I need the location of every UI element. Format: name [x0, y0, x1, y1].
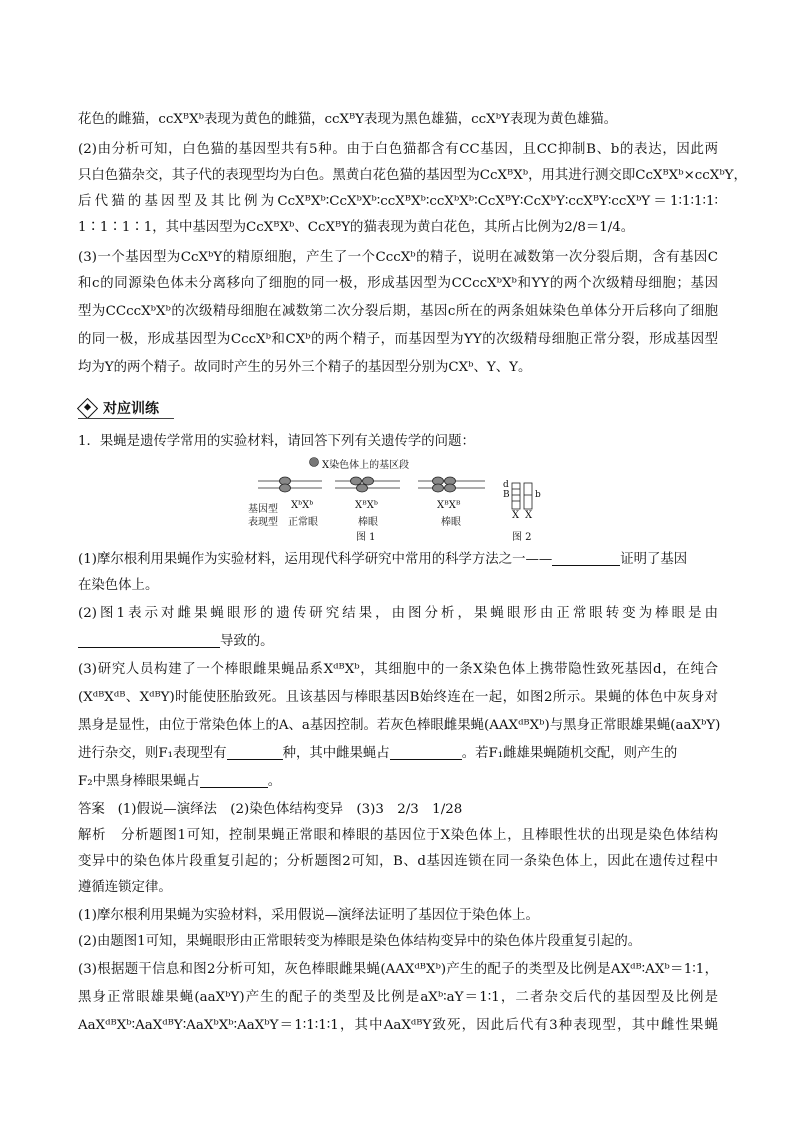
- analysis-line-3: 只白色猫杂交，其子代的表现型均为白色。黑黄白花色猫的基因型为CcXᴮXᵇ，用其进行测交即CcXᴮXᵇ×ccXᵇY，: [78, 168, 747, 183]
- q3-blank-2[interactable]: [390, 745, 462, 760]
- analysis-line-9: 的同一极，形成基因型为CccXᵇ和CXᵇ的两个精子，而基因型为YY的次级精母细胞正常分裂，形成基因型: [78, 332, 718, 347]
- fig2-label-x2: X: [525, 510, 533, 521]
- q1-text-a: (1)摩尔根利用果蝇作为实验材料，运用现代科学研究中常用的科学方法之一——: [78, 552, 553, 567]
- analysis-line-8: 型为CCccXᵇXᵇ的次级精母细胞在减数第二次分裂后期，基因c所在的两条姐妹染色单体分开后移向了细胞: [78, 304, 718, 319]
- explanation-line-1: [78, 826, 718, 846]
- q1-blank[interactable]: [552, 551, 620, 566]
- explanation-line-2: 变异中的染色体片段重复引起的；分析题图2可知，B、d基因连锁在同一条染色体上，因此在遗传过程中: [78, 854, 718, 869]
- q3-line-5: [78, 772, 281, 792]
- analysis-line-7: 和c的同源染色体未分离移向了细胞的同一极，形成基因型为CCccXᵇXᵇ和YY的两个次级精母细胞；基因: [78, 276, 718, 291]
- label-phenotype: 表现型: [248, 517, 278, 528]
- label-genotype: 基因型: [248, 504, 278, 515]
- q2-text-b: 导致的。: [220, 634, 274, 649]
- question-stem: 1．果蝇是遗传学常用的实验材料，请回答下列有关遗传学的问题：: [78, 434, 475, 449]
- chromosome-pair-2: [335, 477, 400, 492]
- q3-text-f: 。若F₁雌雄果蝇随机交配，则产生的: [461, 746, 678, 761]
- figure-legend: X染色体上的基区段: [322, 460, 410, 471]
- col2-phenotype: 棒眼: [358, 517, 378, 528]
- q2-blank[interactable]: [78, 633, 220, 648]
- col1-genotype: XᵇXᵇ: [291, 500, 314, 511]
- q3-text-g: F₂中黑身棒眼果蝇占: [78, 774, 200, 789]
- q3-blank-3[interactable]: [200, 773, 268, 788]
- q3-text-e: 种，其中雌果蝇占: [282, 746, 390, 761]
- fig1-caption: 图 1: [356, 532, 376, 543]
- explanation-line-6: (3)根据题干信息和图2分析可知，灰色棒眼雌果蝇(AAXᵈᴮXᵇ)产生的配子的类型及比例是AXᵈᴮ∶AXᵇ＝1∶1，: [78, 962, 718, 977]
- analysis-line-5: 1∶1∶1∶1，其中基因型为CcXᴮXᵇ、CcXᴮY的猫表现为黄白花色，其所占比例为2/8＝1/4。: [78, 220, 635, 235]
- q3-blank-1[interactable]: [227, 745, 283, 760]
- explanation-line-7: 黑身正常眼雄果蝇(aaXᵇY)产生的配子的类型及比例是aXᵇ∶aY＝1∶1，二者杂交后代的基因型及比例是: [78, 990, 718, 1005]
- explanation-line-5: (2)由题图1可知，果蝇眼形由正常眼转变为棒眼是染色体结构变异中的染色体片段重复引起的。: [78, 934, 642, 949]
- chromosome-pair-1: [258, 477, 322, 492]
- q1-line: [78, 550, 687, 570]
- q2-line: (2)图1表示对雌果蝇眼形的遗传研究结果，由图分析，果蝇眼形由正常眼转变为棒眼是由: [78, 606, 718, 621]
- col2-genotype: XᴮXᵇ: [355, 500, 378, 511]
- explanation-line-3: 遵循连锁定律。: [78, 880, 172, 895]
- fig2-label-d: d: [503, 480, 509, 490]
- heading-underline: [78, 418, 174, 419]
- section-heading: [78, 398, 159, 418]
- q1-line-2: 在染色体上。: [78, 578, 159, 593]
- q3-line-3: 黑身是显性，由位于常染色体上的A、a基因控制。若灰色棒眼雌果蝇(AAXᵈᴮXᵇ)与黑身正常眼雄果蝇(aaXᵇY): [78, 718, 721, 733]
- analysis-line-4: 后代猫的基因型及其比例为CcXᴮXᵇ∶CcXᵇXᵇ∶ccXᴮXᵇ∶ccXᵇXᵇ∶CcXᴮY∶CcXᵇY∶ccXᴮY∶ccXᵇY＝1∶1∶1∶1∶: [78, 194, 718, 209]
- answer-line: [78, 800, 462, 820]
- section-title: 对应训练: [103, 401, 159, 417]
- chromosome-pair-3: [418, 477, 485, 492]
- explanation-line-4: (1)摩尔根利用果蝇为实验材料，采用假说—演绎法证明了基因位于染色体上。: [78, 908, 539, 923]
- diamond-icon: [77, 397, 98, 418]
- analysis-line-6: (3)一个基因型为CcXᵇY的精原细胞，产生了一个CccXᵇ的精子，说明在减数第一次分裂后期，含有基因C: [78, 250, 718, 265]
- analysis-line-10: 均为Y的两个精子。故同时产生的另外三个精子的基因型分别为CXᵇ、Y、Y。: [78, 360, 532, 375]
- fig2-caption: 图 2: [512, 532, 532, 543]
- explanation-line-8: AaXᵈᴮXᵇ∶AaXᵈᴮY∶AaXᵇXᵇ∶AaXᵇY＝1∶1∶1∶1，其中AaXᵈᴮY致死，因此后代有3种表现型，其中雌性果蝇: [78, 1018, 718, 1033]
- explanation-label: 解析: [78, 828, 107, 843]
- q2-line-2: [78, 632, 274, 652]
- fig2-label-x1: X: [512, 510, 520, 521]
- q3-line-2: (XᵈᴮXᵈᴮ、XᵈᴮY)时能使胚胎致死。且该基因与棒眼基因B始终连在一起，如图2所示。果蝇的体色中灰身对: [78, 690, 718, 705]
- analysis-line-1: 花色的雌猫，ccXᴮXᵇ表现为黄色的雌猫，ccXᴮY表现为黑色雄猫，ccXᵇY表现为黄色雄猫。: [78, 112, 618, 127]
- answer-text: (1)假说—演绎法 (2)染色体结构变异 (3)3 2/3 1/28: [117, 802, 463, 817]
- q1-text-b: 证明了基因: [620, 552, 688, 567]
- answer-label: 答案: [78, 802, 105, 817]
- col1-phenotype: 正常眼: [288, 517, 318, 528]
- q3-line-4: [78, 744, 677, 764]
- fig2-label-B: B: [503, 490, 510, 500]
- fig2-chromosomes: [512, 483, 532, 509]
- q3-line-1: (3)研究人员构建了一个棒眼雌果蝇品系XᵈᴮXᵇ，其细胞中的一条X染色体上携带隐性致死基因d，在纯合: [78, 662, 718, 677]
- analysis-line-2: (2)由分析可知，白色猫的基因型共有5种。由于白色猫都含有CC基因，且CC抑制B、b的表达，因此两: [78, 142, 718, 157]
- q3-text-h: 。: [267, 774, 282, 789]
- col3-genotype: XᴮXᴮ: [437, 500, 461, 511]
- explanation-text-1: 分析题图1可知，控制果蝇正常眼和棒眼的基因位于X染色体上，且棒眼性状的出现是染色体结构: [121, 828, 718, 843]
- fig2-label-b: b: [535, 490, 541, 500]
- q3-text-d: 进行杂交，则F₁表现型有: [78, 746, 227, 761]
- col3-phenotype: 棒眼: [441, 517, 461, 528]
